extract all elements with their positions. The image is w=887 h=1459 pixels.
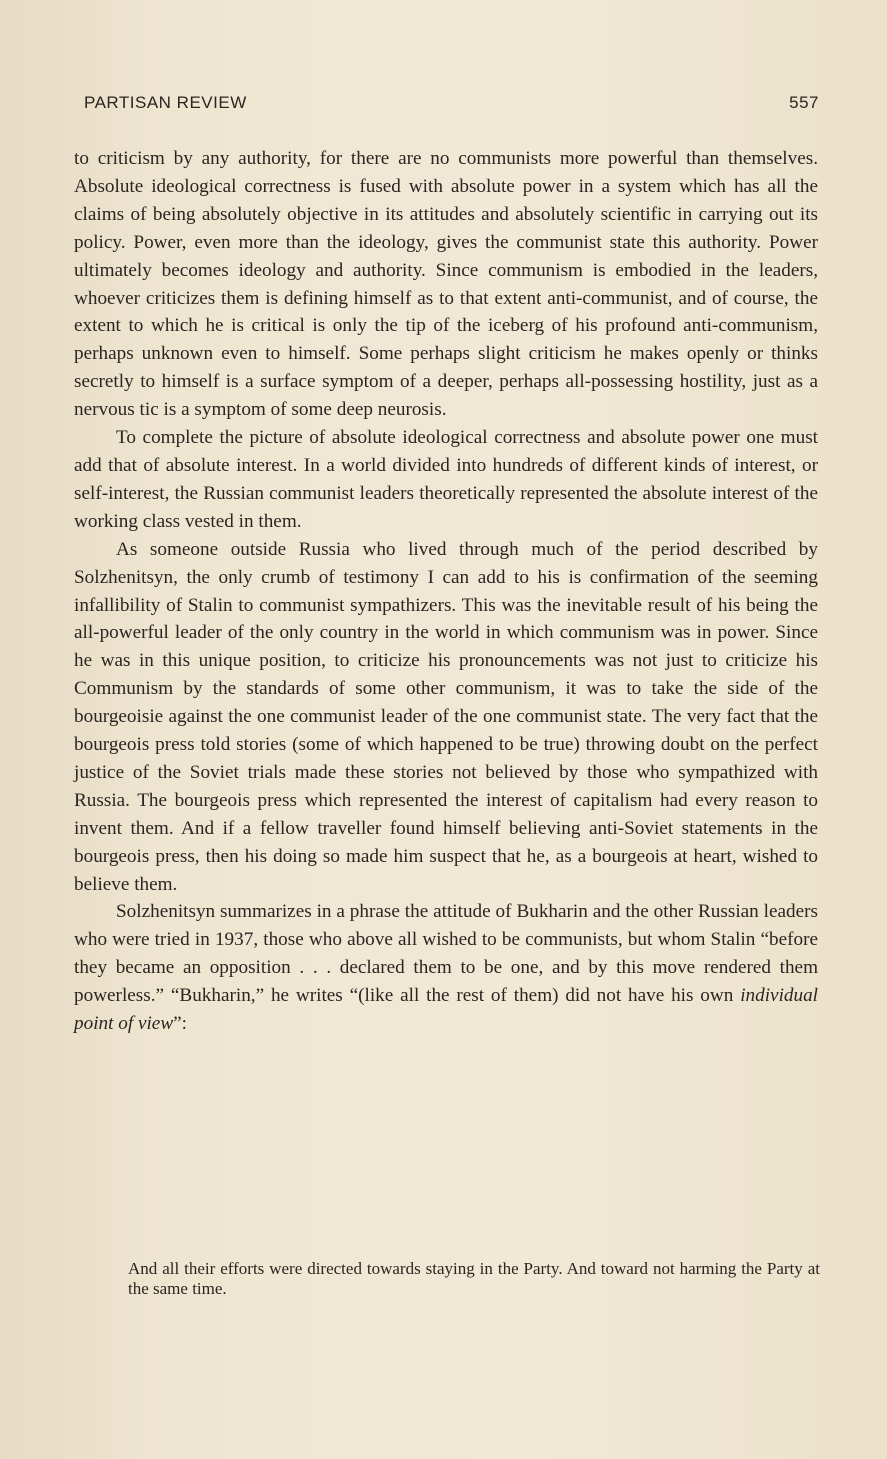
block-quote-text: And all their efforts were directed towards staying in the Party. And toward not harming the Party at the same time.	[128, 1259, 820, 1298]
journal-title: PARTISAN REVIEW	[84, 93, 247, 112]
paragraph-4	[74, 898, 818, 1038]
italic-phrase: individual point of view	[74, 985, 819, 1035]
italic-tail: ”:	[173, 1013, 187, 1035]
paragraph-2: To complete the picture of absolute ideological correctness and absolute power one must add that of absolute interest. In a world divided into hundreds of different kinds of interest, or self-interest, the Russian communist leaders theoretically represented the absolute interest of the working class vested in them.	[74, 427, 818, 532]
body-text	[74, 145, 818, 1038]
paragraph-4-text: Solzhenitsyn summarizes in a phrase the attitude of Bukharin and the other Russian leaders who were tried in 1937, those who above all wished to be communists, but whom Stalin “before they became an opposition . . . declared them to be one, and by this move rendered them powerless.” “Bukharin,” he writes “(like all the rest of them) did not have his own	[74, 901, 818, 1007]
paragraph-3: As someone outside Russia who lived through much of the period described by Solzhenitsyn, the only crumb of testimony I can add to his is confirmation of the seeming infallibility of Stalin to communist sympathizers. This was the inevitable result of his being the all-powerful leader of the only country in the world in which communism was in power. Since he was in this unique position, to criticize his pronouncements was not just to criticize his Communism by the standards of some other communism, it was to take the side of the bourgeoisie against the one communist leader of the one communist state. The very fact that the bourgeois press told stories (some of which happened to be true) throwing doubt on the perfect justice of the Soviet trials made these stories not believed by those who sympathized with Russia. The bourgeois press which represented the interest of capitalism had every reason to invent them. And if a fellow traveller found himself believing anti-Soviet statements in the bourgeois press, then his doing so made him suspect that he, as a bourgeois at heart, wished to believe them.	[74, 538, 818, 895]
block-quote	[128, 1259, 820, 1299]
page-number: 557	[789, 93, 819, 112]
paragraph-1: to criticism by any authority, for there are no communists more powerful than themselves. Absolute ideological correctness is fused with absolute power in a system which has all the claims of being absolutely objective in its attitudes and absolutely scientific in carrying out its policy. Power, even more than the ideology, gives the communist state this authority. Power ultimately becomes ideology and authority. Since communism is embodied in the leaders, whoever criticizes them is defining himself as to that extent anti-communist, and of course, the extent to which he is critical is only the tip of the iceberg of his profound anti-communism, perhaps unknown even to himself. Some perhaps slight criticism he makes openly or thinks secretly to himself is a surface symptom of a deeper, perhaps all-possessing hostility, just as a nervous tic is a symptom of some deep neurosis.	[74, 148, 818, 421]
